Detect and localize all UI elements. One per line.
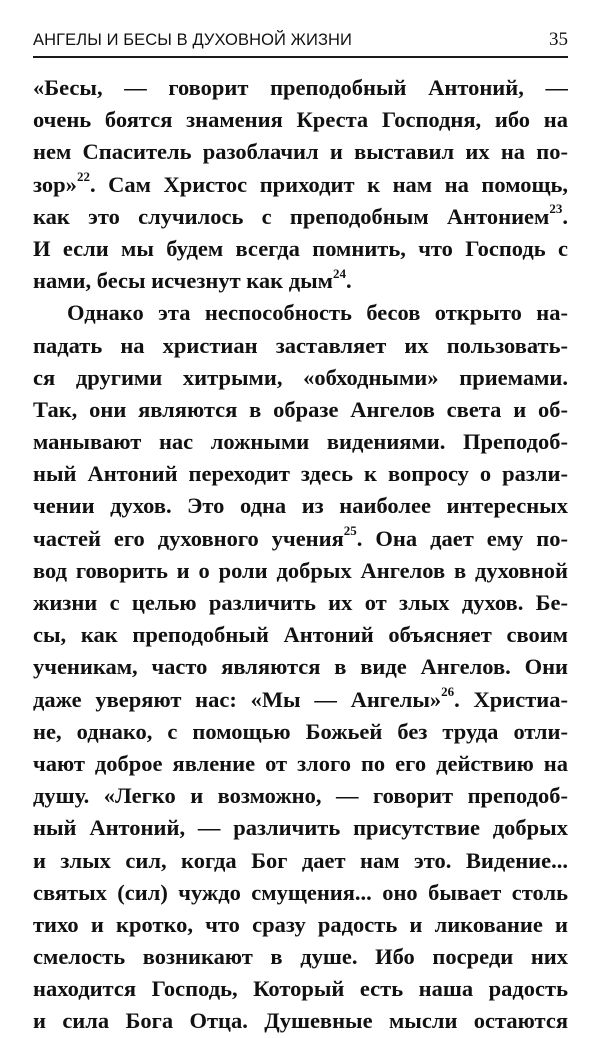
text-line: тихо и кротко, что сразу радость и ликование и — [33, 911, 568, 937]
text-line: жизни с целью различить их от злых духов. Бе- — [33, 590, 568, 615]
text-line: душу. «Легко и возможно, — говорит преподоб- — [33, 783, 568, 809]
footnote-ref: 26 — [441, 684, 455, 700]
text-line: сы, как преподобный Антоний объясняет своим — [33, 622, 568, 648]
text-line: ученикам, часто являются в виде Ангелов. Они — [33, 654, 568, 680]
text-line: падать на христиан заставляет их пользовать- — [33, 332, 568, 358]
text-line: И если мы будем всегда помнить, что Господь с — [33, 235, 568, 261]
text-line: ный Антоний, — различить присутствие добрых — [33, 815, 568, 841]
page-number: 35 — [549, 29, 568, 50]
body-text — [33, 72, 568, 1038]
text-line: и злых сил, когда Бог дает нам это. Видение... — [33, 847, 568, 873]
text-line: «Бесы, — говорит преподобный Антоний, — — [33, 75, 568, 100]
text-line: ный Антоний переходит здесь к вопросу о разли- — [33, 461, 568, 487]
text-line: находится Господь, Который есть наша радость — [33, 976, 568, 1002]
text-line: зор»$^{22}$. Сам Христос приходит к нам на помощь, — [33, 169, 568, 197]
running-header — [33, 28, 568, 58]
text-line: нем Спаситель разоблачил и выставил их на по- — [33, 139, 568, 165]
text-line: вод говорить и о роли добрых Ангелов в духовной — [33, 557, 568, 583]
footnote-ref: 23 — [549, 201, 563, 217]
text-line: чении духов. Это одна из наиболее интересных — [33, 493, 568, 519]
footnote-ref: 24 — [333, 265, 346, 281]
text-line: даже уверяют нас: «Мы — Ангелы»$^{26}$. Христиа- — [33, 684, 568, 712]
text-line: Так, они являются в образе Ангелов света и об- — [33, 396, 568, 422]
text-line: как это случилось с преподобным Антонием$^{23}$. — [33, 201, 568, 229]
text-line: чают доброе явление от злого по его действию на — [33, 750, 568, 776]
footnote-ref: 25 — [343, 523, 357, 539]
text-line: смелость возникают в душе. Ибо посреди них — [33, 944, 568, 970]
text-line: частей его духовного учения$^{25}$. Она дает ему по- — [33, 523, 568, 551]
running-title: АНГЕЛЫ И БЕСЫ В ДУХОВНОЙ ЖИЗНИ — [33, 31, 353, 49]
text-line: нами, бесы исчезнут как дым$^{24}$. — [33, 265, 352, 294]
text-line: манывают нас ложными видениями. Преподоб- — [33, 429, 568, 455]
text-line: и сила Бога Отца. Душевные мысли остаются — [33, 1008, 568, 1034]
text-line: очень боятся знамения Креста Господня, ибо на — [33, 107, 568, 133]
text-line: Однако эта неспособность бесов открыто на- — [67, 300, 568, 326]
text-line: ся другими хитрыми, «обходными» приемами. — [33, 364, 568, 390]
text-line: не, однако, с помощью Божьей без труда отли- — [33, 718, 568, 744]
text-line: святых (сил) чуждо смущения... оно бывает столь — [33, 879, 568, 905]
footnote-ref: 22 — [76, 169, 90, 185]
